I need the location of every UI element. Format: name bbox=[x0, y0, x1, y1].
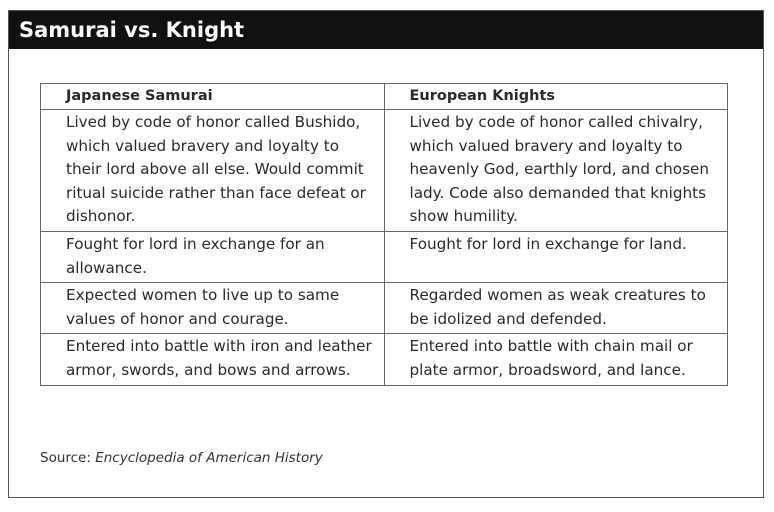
cell-samurai-women: Expected women to live up to same values of honor and courage. bbox=[41, 283, 385, 334]
figure-frame bbox=[8, 10, 764, 498]
comparison-table bbox=[40, 83, 728, 386]
figure-title: Samurai vs. Knight bbox=[9, 11, 763, 49]
cell-knight-code: Lived by code of honor called chivalry, which valued bravery and loyalty to heavenly God, earthly lord, and chosen lady. Code also demanded that knights show humility. bbox=[384, 110, 728, 232]
table-row bbox=[41, 334, 728, 385]
cell-samurai-service: Fought for lord in exchange for an allowance. bbox=[41, 231, 385, 282]
table-row bbox=[41, 231, 728, 282]
table-row bbox=[41, 110, 728, 232]
source-prefix: Source: bbox=[40, 450, 96, 466]
header-european-knights: European Knights bbox=[384, 84, 728, 110]
table-row bbox=[41, 283, 728, 334]
source-work-title: Encyclopedia of American History bbox=[95, 450, 323, 466]
cell-knight-women: Regarded women as weak creatures to be idolized and defended. bbox=[384, 283, 728, 334]
table-header-row bbox=[41, 84, 728, 110]
header-japanese-samurai: Japanese Samurai bbox=[41, 84, 385, 110]
cell-knight-service: Fought for lord in exchange for land. bbox=[384, 231, 728, 282]
cell-knight-armor: Entered into battle with chain mail or plate armor, broadsword, and lance. bbox=[384, 334, 728, 385]
source-citation bbox=[40, 450, 323, 466]
cell-samurai-armor: Entered into battle with iron and leather armor, swords, and bows and arrows. bbox=[41, 334, 385, 385]
cell-samurai-code: Lived by code of honor called Bushido, which valued bravery and loyalty to their lord above all else. Would commit ritual suicide rather than face defeat or dishonor. bbox=[41, 110, 385, 232]
